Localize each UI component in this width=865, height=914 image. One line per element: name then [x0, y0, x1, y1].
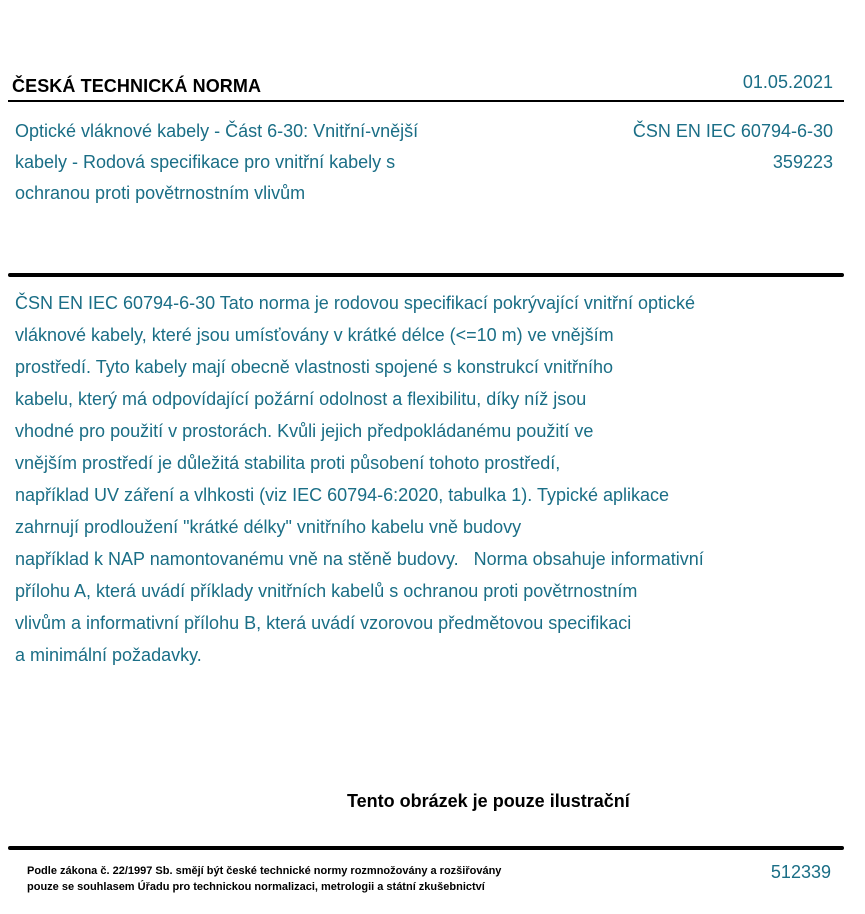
abstract-line: vláknové kabely, které jsou umísťovány v krátké délce (<=10 m) ve vnějším [15, 325, 614, 345]
standard-title-line: ochranou proti povětrnostním vlivům [15, 183, 306, 203]
abstract-line: kabelu, který má odpovídající požární odolnost a flexibilitu, díky níž jsou [15, 389, 587, 409]
title-divider [8, 273, 844, 277]
abstract-line: ČSN EN IEC 60794-6-30 Tato norma je rodovou specifikací pokrývající vnitřní optické [15, 293, 695, 313]
abstract-line: například UV záření a vlhkosti (viz IEC 60794-6:2020, tabulka 1). Typické aplikace [15, 485, 670, 505]
standard-title-line: Optické vláknové kabely - Část 6-30: Vnitřní-vnější [15, 121, 419, 141]
standard-title-line: kabely - Rodová specifikace pro vnitřní kabely s [15, 152, 396, 172]
abstract-line: například k NAP namontovanému vně na stěně budovy. Norma obsahuje informativní [15, 549, 704, 569]
abstract-line: a minimální požadavky. [15, 645, 202, 665]
header-divider [8, 100, 844, 102]
legal-notice-line: pouze se souhlasem Úřadu pro technickou normalizaci, metrologii a státní zkušebnictví [27, 881, 485, 893]
abstract-line: vhodné pro použití v prostorách. Kvůli jejich předpokládanému použití ve [15, 421, 594, 441]
legal-notice [27, 863, 501, 895]
illustration-note: Tento obrázek je pouze ilustrační [347, 791, 630, 811]
abstract-line: zahrnují prodloužení "krátké délky" vnitřního kabelu vně budovy [15, 517, 522, 537]
abstract-text [15, 287, 845, 671]
abstract-line: prostředí. Tyto kabely mají obecně vlastnosti spojené s konstrukcí vnitřního [15, 357, 613, 377]
legal-notice-line: Podle zákona č. 22/1997 Sb. smějí být české technické normy rozmnožovány a rozšiřovány [27, 865, 502, 877]
classification-number: 359223 [772, 152, 833, 172]
document-type-heading: ČESKÁ TECHNICKÁ NORMA [12, 76, 262, 96]
publication-date: 01.05.2021 [742, 72, 833, 92]
standard-identifiers [633, 116, 833, 178]
abstract-line: vlivům a informativní přílohu B, která uvádí vzorovou předmětovou specifikaci [15, 613, 632, 633]
standard-title [15, 116, 535, 209]
document-number: 512339 [770, 862, 831, 882]
standard-code: ČSN EN IEC 60794-6-30 [632, 121, 833, 141]
abstract-line: přílohu A, která uvádí příklady vnitřních kabelů s ochranou proti povětrnostním [15, 581, 638, 601]
footer-divider [8, 846, 844, 850]
abstract-line: vnějším prostředí je důležitá stabilita proti působení tohoto prostředí, [15, 453, 561, 473]
